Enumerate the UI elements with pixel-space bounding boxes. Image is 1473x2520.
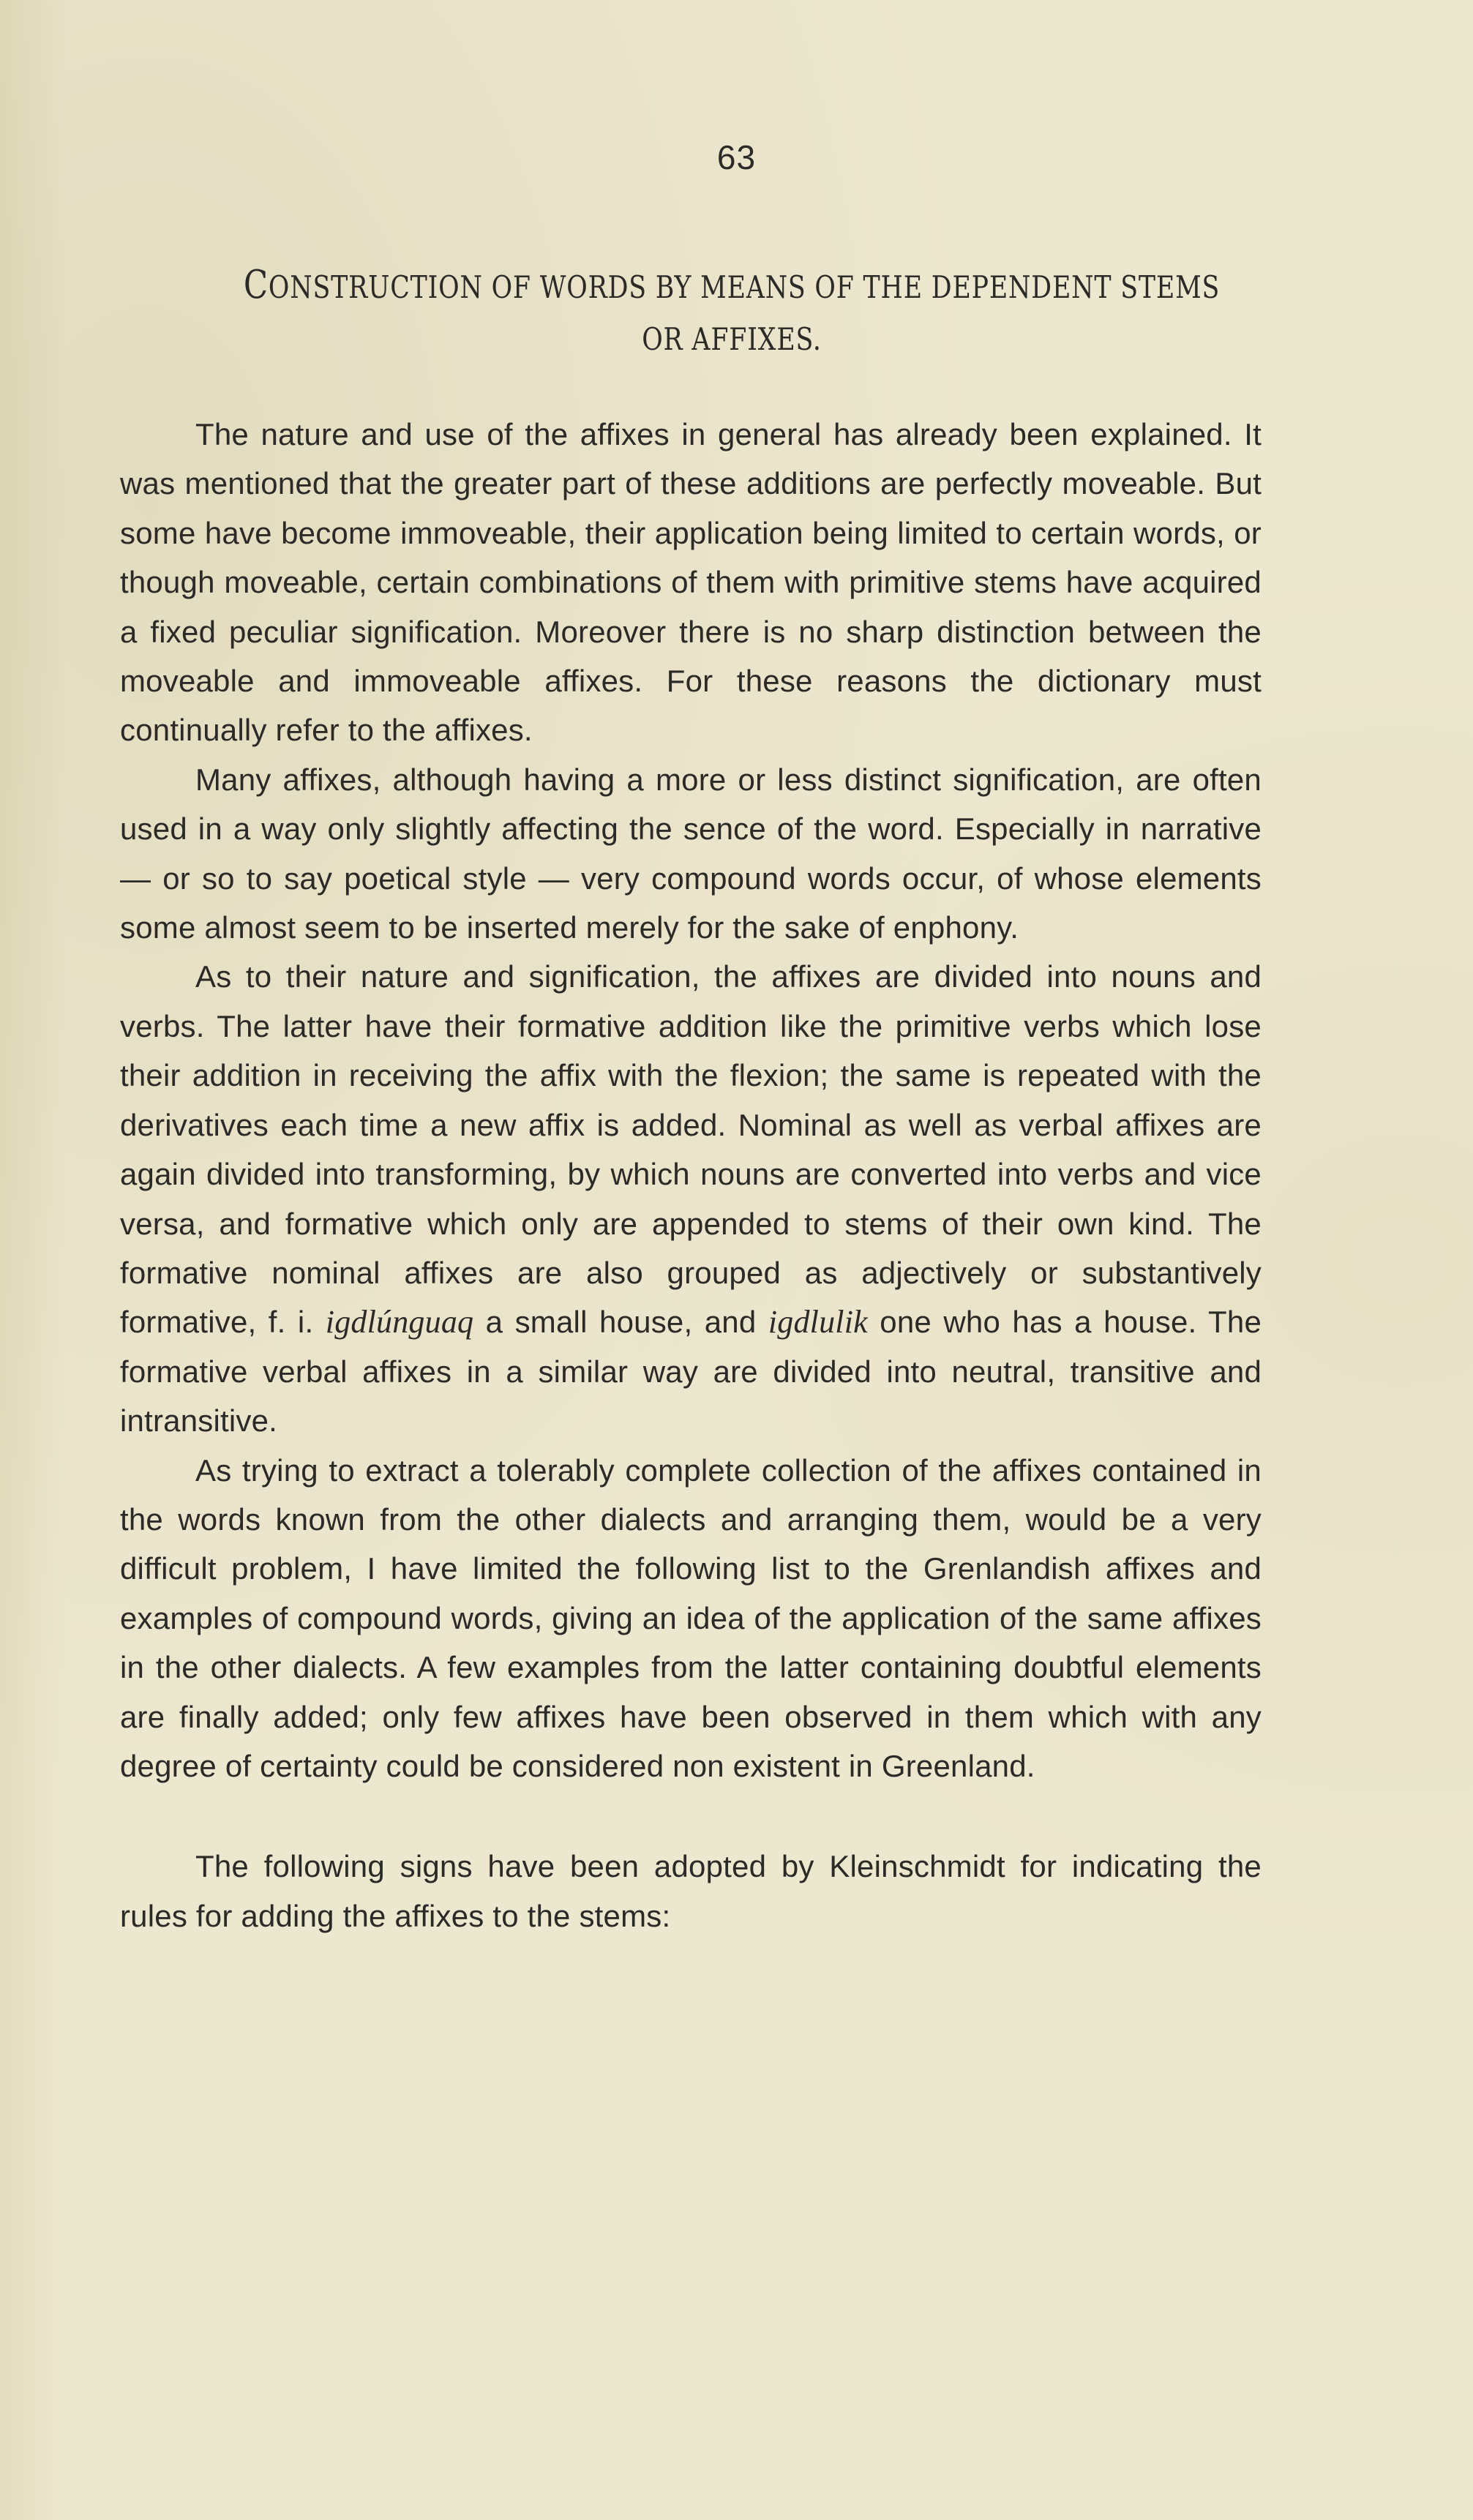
paragraph-part: one who has a house. The formative verbal affixes in a similar way are divided into neutral, transitive and intransitive. [120,1305,1262,1439]
paragraph-signs-intro: The following signs have been adopted by Kleinschmidt for indicating the rules for adding the affixes to the stems: [120,1849,1262,1933]
title-line-1: CONSTRUCTION OF WORDS BY MEANS OF THE DEPENDENT STEMS [243,263,1221,307]
paragraph-affixes-usage: Many affixes, although having a more or less distinct signification, are often used in a way only slightly affecting the sence of the word. Especially in narrative — or so to say poetical style — very compound words occur, of whose elements some almost seem to be inserted merely for the sake of enphony. [120,762,1262,945]
example-word: igdlulik [768,1304,868,1340]
paragraph-affixes-classification [120,952,1262,1445]
page-title [222,260,1242,364]
example-word: igdlúnguaq [325,1304,474,1340]
body-text [120,410,1262,1940]
paragraph-affixes-list-scope: As trying to extract a tolerably complete collection of the affixes contained in the words known from the other dialects and arranging them, would be a very difficult problem, I have limited the following list to the Grenlandish affixes and examples of compound words, giving an idea of the application of the same affixes in the other dialects. A few examples from the latter containing doubtful elements are finally added; only few affixes have been observed in them which with any degree of certainty could be considered non existent in Greenland. [120,1452,1262,1783]
title-line-2: OR AFFIXES. [642,321,822,357]
paragraph-part: a small house, and [485,1305,757,1340]
paragraph-affixes-nature: The nature and use of the affixes in general has already been explained. It was mentioned that the greater part of these additions are perfectly moveable. But some have become immoveable, their application being limited to certain words, or though moveable, certain combinations of them with primitive stems have acquired a fixed peculiar signification. Moreover there is no sharp distinction between the moveable and immoveable affixes. For these reasons the dictionary must continually refer to the affixes. [120,417,1262,748]
page-number: 63 [716,138,757,176]
paragraph-part: As to their nature and signification, the affixes are divided into nouns and verbs. The latter have their formative addition like the primitive verbs which lose their addition in receiving the affix with the flexion; the same is repeated with the derivatives each time a new affix is added. Nominal as well as verbal affixes are again divided into transforming, by which nouns are converted into verbs and vice versa, and formative which only are appended to stems of their own kind. The formative nominal affixes are also grouped as adjectively or substantively formative, f. i. [120,959,1262,1340]
